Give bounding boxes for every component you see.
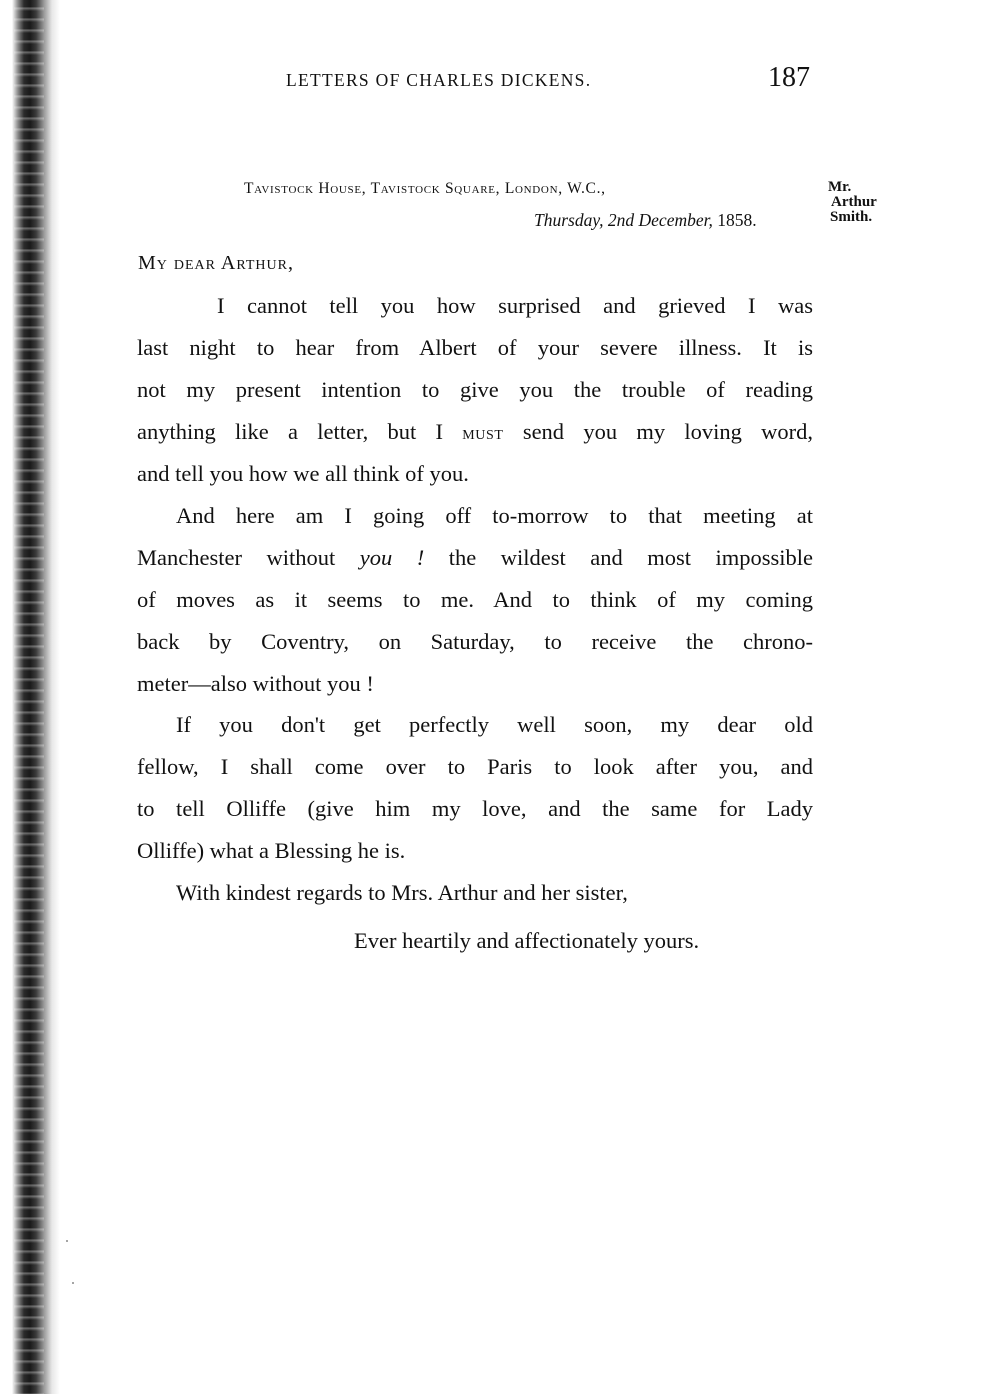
text-line: last night to hear from Albert of your severe illness. It is bbox=[137, 335, 813, 360]
emphasis-small-caps: must bbox=[462, 422, 504, 444]
text-segment: anything like a letter, but I bbox=[137, 419, 463, 444]
text-line: And here am I going off to-morrow to that meeting at bbox=[176, 503, 813, 528]
dateline-year: 1858. bbox=[712, 210, 757, 230]
text-line: With kindest regards to Mrs. Arthur and her sister, bbox=[176, 880, 628, 905]
margin-note-line: Smith. bbox=[830, 209, 873, 225]
text-line: of moves as it seems to me. And to think of my coming bbox=[137, 587, 813, 612]
dateline-day-date: Thursday, 2nd December, bbox=[534, 210, 713, 230]
text-line: back by Coventry, on Saturday, to receive the chrono- bbox=[137, 629, 813, 654]
text-line: to tell Olliffe (give him my love, and the same for Lady bbox=[137, 796, 813, 821]
text-line: and tell you how we all think of you. bbox=[137, 461, 469, 486]
text-line: I cannot tell you how surprised and grieved I was bbox=[217, 293, 813, 318]
margin-note-line: Mr. bbox=[828, 179, 852, 195]
scan-speck bbox=[66, 1240, 68, 1242]
text-segment: send you my loving word, bbox=[503, 419, 813, 444]
text-line: meter—also without you ! bbox=[137, 671, 374, 696]
margin-note bbox=[828, 180, 877, 225]
salutation: My dear Arthur, bbox=[138, 252, 294, 274]
text-segment: Manchester without bbox=[137, 545, 360, 570]
text-line bbox=[137, 419, 813, 445]
text-segment: the wildest and most impossible bbox=[424, 545, 814, 570]
letter-closing: Ever heartily and affectionately yours. bbox=[354, 928, 700, 953]
scan-speck bbox=[72, 1282, 74, 1284]
emphasis-italic: you ! bbox=[359, 545, 425, 570]
running-head: LETTERS OF CHARLES DICKENS. bbox=[286, 70, 592, 90]
margin-note-line: Arthur bbox=[831, 194, 877, 210]
text-line bbox=[137, 545, 813, 571]
scan-binding-edge bbox=[0, 0, 60, 1394]
text-line: not my present intention to give you the trouble of reading bbox=[137, 377, 813, 402]
text-line: Olliffe) what a Blessing he is. bbox=[137, 838, 406, 863]
page-number: 187 bbox=[768, 62, 810, 93]
letter-address: Tavistock House, Tavistock Square, London, W.C., bbox=[244, 180, 606, 197]
text-line: fellow, I shall come over to Paris to look after you, and bbox=[137, 754, 813, 779]
letter-dateline bbox=[534, 210, 757, 231]
text-line: If you don't get perfectly well soon, my dear old bbox=[176, 712, 813, 737]
